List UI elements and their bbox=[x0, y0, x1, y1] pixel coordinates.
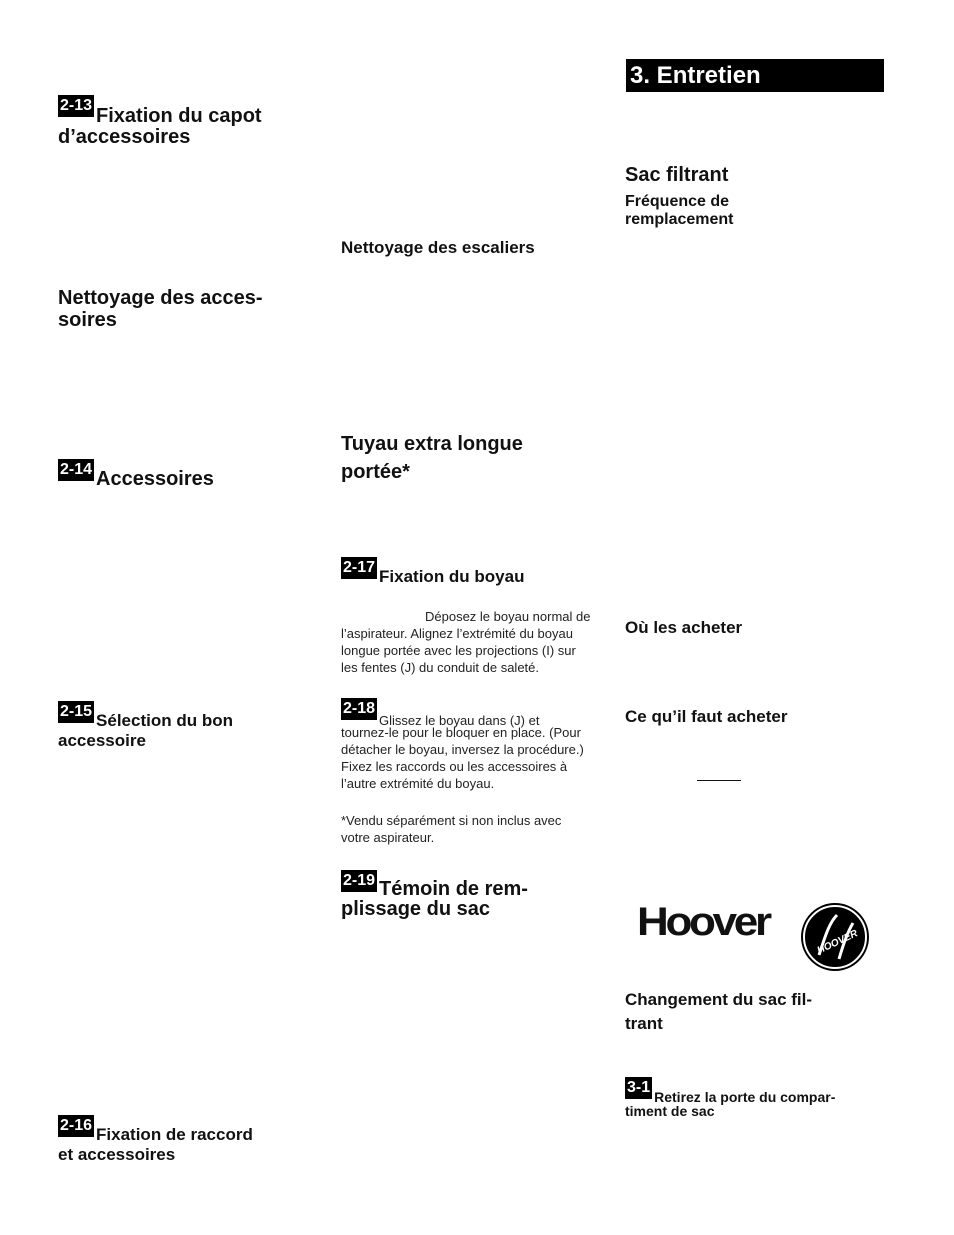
text-line: l’autre extrémité du boyau. bbox=[341, 776, 495, 791]
hoover-logo bbox=[637, 900, 877, 975]
heading-changement-sac bbox=[625, 988, 885, 1036]
heading-3-1 bbox=[625, 1077, 915, 1120]
heading-ou-acheter: Où les acheter bbox=[625, 618, 743, 637]
heading-text: Sélection du bon bbox=[96, 711, 233, 730]
heading-text: Fixation de raccord bbox=[96, 1125, 253, 1144]
heading-2-17 bbox=[341, 557, 611, 586]
heading-2-13 bbox=[58, 95, 328, 148]
text-line: *Vendu séparément si non inclus avec bbox=[341, 813, 562, 828]
heading-text: Fixation du capot bbox=[96, 105, 262, 127]
hoover-wordmark: Hoover bbox=[637, 900, 769, 944]
heading-2-15 bbox=[58, 701, 328, 750]
step-badge: 2-14 bbox=[58, 459, 94, 481]
heading-line2: portée* bbox=[341, 461, 410, 483]
heading-text-line2: d’accessoires bbox=[58, 126, 191, 148]
heading-text-line2: timent de sac bbox=[625, 1103, 715, 1119]
step-badge: 3-1 bbox=[625, 1077, 652, 1099]
step-badge: 2-19 bbox=[341, 870, 377, 892]
heading-line2: trant bbox=[625, 1014, 663, 1033]
heading-sac-filtrant: Sac filtrant bbox=[625, 164, 729, 186]
footnote bbox=[341, 812, 621, 846]
step-badge: 2-13 bbox=[58, 95, 94, 117]
heading-line1: Nettoyage des acces- bbox=[58, 287, 263, 309]
heading-nettoyage-escaliers: Nettoyage des escaliers bbox=[341, 238, 535, 257]
text-line: détacher le boyau, inversez la procédure.) bbox=[341, 742, 584, 757]
heading-quoi-acheter: Ce qu’il faut acheter bbox=[625, 707, 788, 726]
section-title: 3. Entretien bbox=[626, 59, 884, 92]
heading-line1: Changement du sac fil- bbox=[625, 990, 813, 1009]
heading-2-14 bbox=[58, 459, 328, 490]
heading-text: Retirez la porte du compar- bbox=[654, 1089, 836, 1105]
text-line: les fentes (J) du conduit de saleté. bbox=[341, 660, 540, 675]
heading-text: Fixation du boyau bbox=[379, 567, 525, 586]
emblem-text: HOOVER bbox=[815, 928, 860, 957]
heading-text-line2: et accessoires bbox=[58, 1145, 176, 1164]
heading-tuyau-extra bbox=[341, 430, 611, 486]
heading-2-19 bbox=[341, 870, 616, 920]
step-badge: 2-16 bbox=[58, 1115, 94, 1137]
text-line: Déposez le boyau normal de bbox=[425, 609, 591, 624]
heading-nettoyage-accessoires bbox=[58, 287, 328, 331]
heading-text-line2: accessoire bbox=[58, 731, 146, 750]
heading-line1: Fréquence de bbox=[625, 193, 730, 210]
hoover-emblem-icon bbox=[799, 901, 871, 973]
text-line: votre aspirateur. bbox=[341, 830, 435, 845]
heading-line2: remplacement bbox=[625, 211, 734, 228]
heading-text: Témoin de rem- bbox=[379, 878, 528, 900]
heading-line1: Tuyau extra longue bbox=[341, 433, 523, 455]
step-badge: 2-18 bbox=[341, 698, 377, 720]
blank-line bbox=[697, 780, 741, 781]
text-line: longue portée avec les projections (I) sur bbox=[341, 643, 576, 658]
step-badge: 2-15 bbox=[58, 701, 94, 723]
paragraph-2-18 bbox=[341, 698, 621, 791]
step-badge: 2-17 bbox=[341, 557, 377, 579]
text-line: l’aspirateur. Alignez l’extrémité du boyau bbox=[341, 626, 573, 641]
text-line: Fixez les raccords ou les accessoires à bbox=[341, 759, 568, 774]
heading-text: Accessoires bbox=[96, 468, 214, 490]
text-line: Glissez le boyau dans (J) et bbox=[379, 713, 540, 728]
heading-text-line2: plissage du sac bbox=[341, 898, 490, 920]
heading-line2: soires bbox=[58, 309, 117, 331]
heading-frequence bbox=[625, 193, 734, 229]
text-line: tournez-le pour le bloquer en place. (Pour bbox=[341, 725, 581, 740]
heading-2-16 bbox=[58, 1115, 328, 1164]
paragraph-2-17 bbox=[341, 608, 616, 676]
